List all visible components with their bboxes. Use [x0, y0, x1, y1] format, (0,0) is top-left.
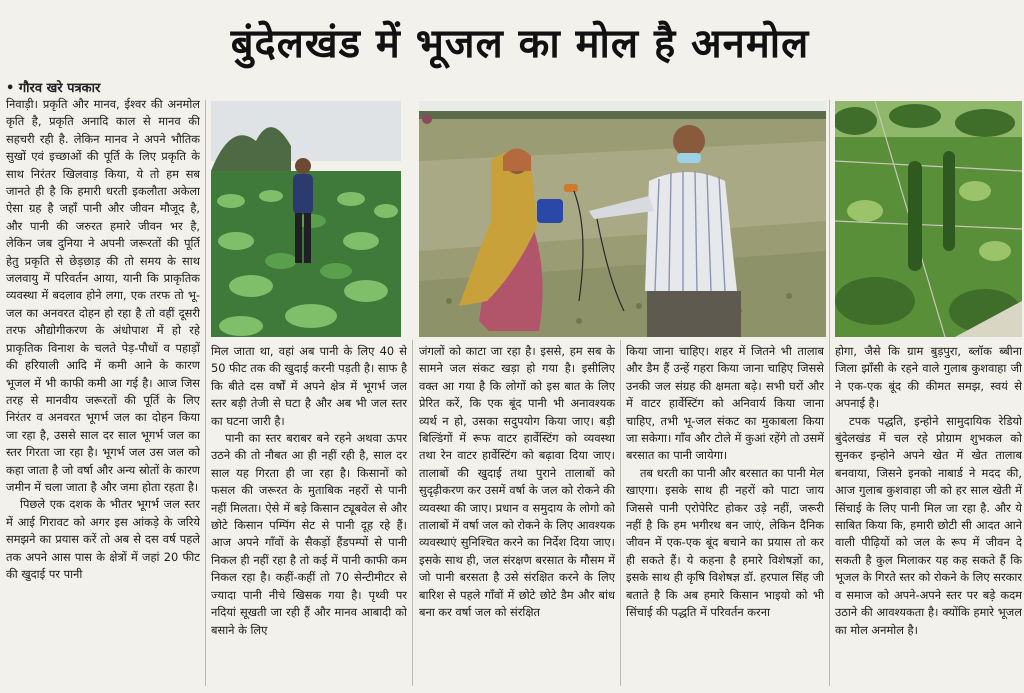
- headline: बुंदेलखंड में भूजल का मोल है अनमोल: [230, 21, 810, 67]
- article-column-1: [6, 96, 200, 688]
- paragraph: पानी का स्तर बराबर बने रहने अथवा ऊपर उठने की तो नौबत आ ही नहीं रही है, साल दर साल यह गिरता ही जा रहा है। किसानों को फसल की जरूरत के मुताबिक नहरों से पानी नहीं मिलता। ऐसे में बड़े किसान ट्यूबवेल से और छोटे किसान पम्पिंग सेट से पानी दूह रहे हैं। आज अपने गाँवों के सैकड़ों हैंडपम्पों से पानी निकल ही नहीं रहा है तो कई में पानी काफी कम निकल रहा है। कहीं-कहीं तो 70 सेन्टीमीटर से ज्यादा पानी नीचे खिसक गया है। पृथ्वी पर नदियां सूखती जा रही हैं और मानव आबादी को बसाने के लिए: [211, 431, 407, 637]
- paragraph: टपक पद्धति, इन्होने सामुदायिक रेडियो बुंदेलखंड में चल रहे प्रोग्राम शुभकल को सुनकर इन्होने अपने खेत में खेत तालाब बनवाया, जिसने इनको नाबार्ड ने मदद की, आज गुलाब कुशवाहा जी को हर साल खेती में सिंचाई के लिए पानी मिल जा रहा है. और ये साबित किया कि, हमारी छोटी सी आदत आने वाली पीढ़ियों को जल के रूप में जीवन दे सकती है कुल मिलाकर यह कह सकते हैं कि भूजल के गिरते स्तर को रोकने के लिए सरकार व समाज को अपने-अपने स्तर पर बड़े कदम उठाने की आवश्यकता है। क्योंकि हमारे भूजल का मोल अनमोल है।: [835, 413, 1022, 637]
- photo-interview-in-field: [419, 101, 826, 337]
- paragraph: निवाड़ी। प्रकृति और मानव, ईश्वर की अनमोल कृति है, प्रकृति अनादि काल से मानव की सहचरी रही है. लेकिन मानव ने अपने भौतिक सुखों एवं इच्छाओं की पूर्ति के लिए प्रकृति के साथ निरंतर खिलवाड़ किया, ये तो हम सब जानते ही है कि हमारी धरती इकलौता अकेला ऐसा ग्रह है जहाँ पानी और जीवन मौजूद है, और पानी की जरुरत हमारे जीवन भर है, लेकिन जब दुनिया ने अपनी जरूरतों की पूर्ति हेतु प्रकृति से छेड़छाड़ की तो समय के साथ जलवायु में परिवर्तन आया, यानी कि प्राकृतिक व्यवस्था में बदलाव होने लगा, एक तरफ तो भू-जल का अनवरत दोहन हो रहा है तो वहीं दूसरी तरफ औद्योगीकरण के अंधोपाश में हो रहे प्राकृतिक विनाश के चलते पेड़-पौधों व पहाड़ों की हरियाली आदि में कमी आने के कारण भूजल में भी काफी कमी आ गई है। आज जिस तरह से मानवीय जरूरतों की पूर्ति के लिए निरंतर व अनवरत भूगर्भ जल का दोहन किया जा रहा है, उससे साल दर साल भूगर्भ जल का स्तर गिरता जा रहा है। भूगर्भ जल उस जल को कहा जाता है जो वर्षा और अन्य स्रोतों के कारण जमीन में चला जाता है और जमा होता रहता है।: [6, 97, 200, 494]
- article-column-5: [835, 343, 1022, 688]
- photo-gourd-vines: [835, 101, 1022, 337]
- article-column-3: [419, 343, 615, 688]
- column-rule: [205, 100, 206, 686]
- paragraph: पिछले एक दशक के भीतर भूगर्भ जल स्तर में आई गिरावट को अगर इस आंकड़े के जरिये समझने का प्रयास करें तो अब से दस वर्ष पहले तक अपने आस पास के क्षेत्रों में जहां 20 फीट की खुदाई पर पानी: [6, 497, 200, 581]
- photo-farmer-in-field: [211, 101, 401, 337]
- article-column-2: [211, 343, 407, 688]
- column-rule: [829, 100, 830, 686]
- byline: • गौरव खरे पत्रकार: [6, 81, 101, 96]
- paragraph: मिल जाता था, वहां अब पानी के लिए 40 से 50 फीट तक की खुदाई करनी पड़ती है। साफ है कि बीते दस वर्षों में अपने क्षेत्र में भूगर्भ जल स्तर बड़ी तेजी से घटा है और अब भी जल स्तर का घटना जारी है।: [211, 344, 407, 428]
- paragraph: किया जाना चाहिए। शहर में जितने भी तालाब और डैम हैं उन्हें गहरा किया जाना चाहिए जिससे उनकी जल संग्रह की क्षमता बढ़े। सभी घरों और में वाटर हार्वेस्टिंग को अनिवार्य किया जाना चाहिए, तभी भू-जल संकट का मुकाबला किया जा सकेगा। गाँव और टोले में कुआं रहेंगे तो उसमें बरसात का पानी जायेगा।: [626, 344, 824, 463]
- paragraph: जंगलों को काटा जा रहा है। इससे, हम सब के सामने जल संकट खड़ा हो गया है। इसीलिए वक्त आ गया है कि लोगों को इस बात के लिए प्रेरित करें, कि एक बूंद पानी भी अनावश्यक व्यर्थ न हो, उसका सदुपयोग किया जाए। बड़ी बिल्डिंगों में रूफ वाटर हार्वेस्टिंग को व्यवस्था तथा रेन वाटर हार्वेस्टिंग को बढ़ावा दिया जाए। तालाबों की खुदाई तथा पुराने तालाबों को सुदृढ़ीकरण कर उसमें वर्षा के जल को रोकने की व्यवस्था की जाए। प्रधान व समुदाय के लोगो को तालाबों में वर्षा जल को रोकने के लिए आवश्यक व्यवस्थाएं सुनिश्चित करने का निर्देश दिया जाए। इसके साथ ही, जल संरक्षण बरसात के मौसम में जो पानी बरसता है उसे संरक्षित करने के लिए बारिश से पहले गाँवों में छोटे छोटे डैम और बांध बना कर वर्षा जल को संरक्षित: [419, 344, 615, 620]
- paragraph: तब धरती का पानी और बरसात का पानी मेल खाएगा। इसके साथ ही नहरों को पाटा जाय जिससे पानी एरोपेरिट होकर उड़े नहीं, जरूरी नहीं है कि हम भगीरथ बन जाएं, लेकिन दैनिक जीवन में एक-एक बूंद बचाने का प्रयास तो कर ही सकते हैं। ये कहना है हमारे विशेषज्ञों का, इसके साथ ही कृषि विशेषज्ञ डॉ. हरपाल सिंह जी बताते है कि अब हमारे किसान भाइयो को भी सिंचाई की पद्धति में परिवर्तन करना: [626, 465, 824, 620]
- paragraph: होगा, जैसे कि ग्राम बुड़पुरा, ब्लॉक ब्बीना जिला झाँसी के रहने वाले गुलाब कुशवाहा जी ने एक-एक बूंद की कीमत समझ, स्वयं से अपनाई है।: [835, 344, 1022, 411]
- article-column-4: [626, 343, 824, 688]
- column-rule: [620, 340, 621, 686]
- column-rule: [412, 340, 413, 686]
